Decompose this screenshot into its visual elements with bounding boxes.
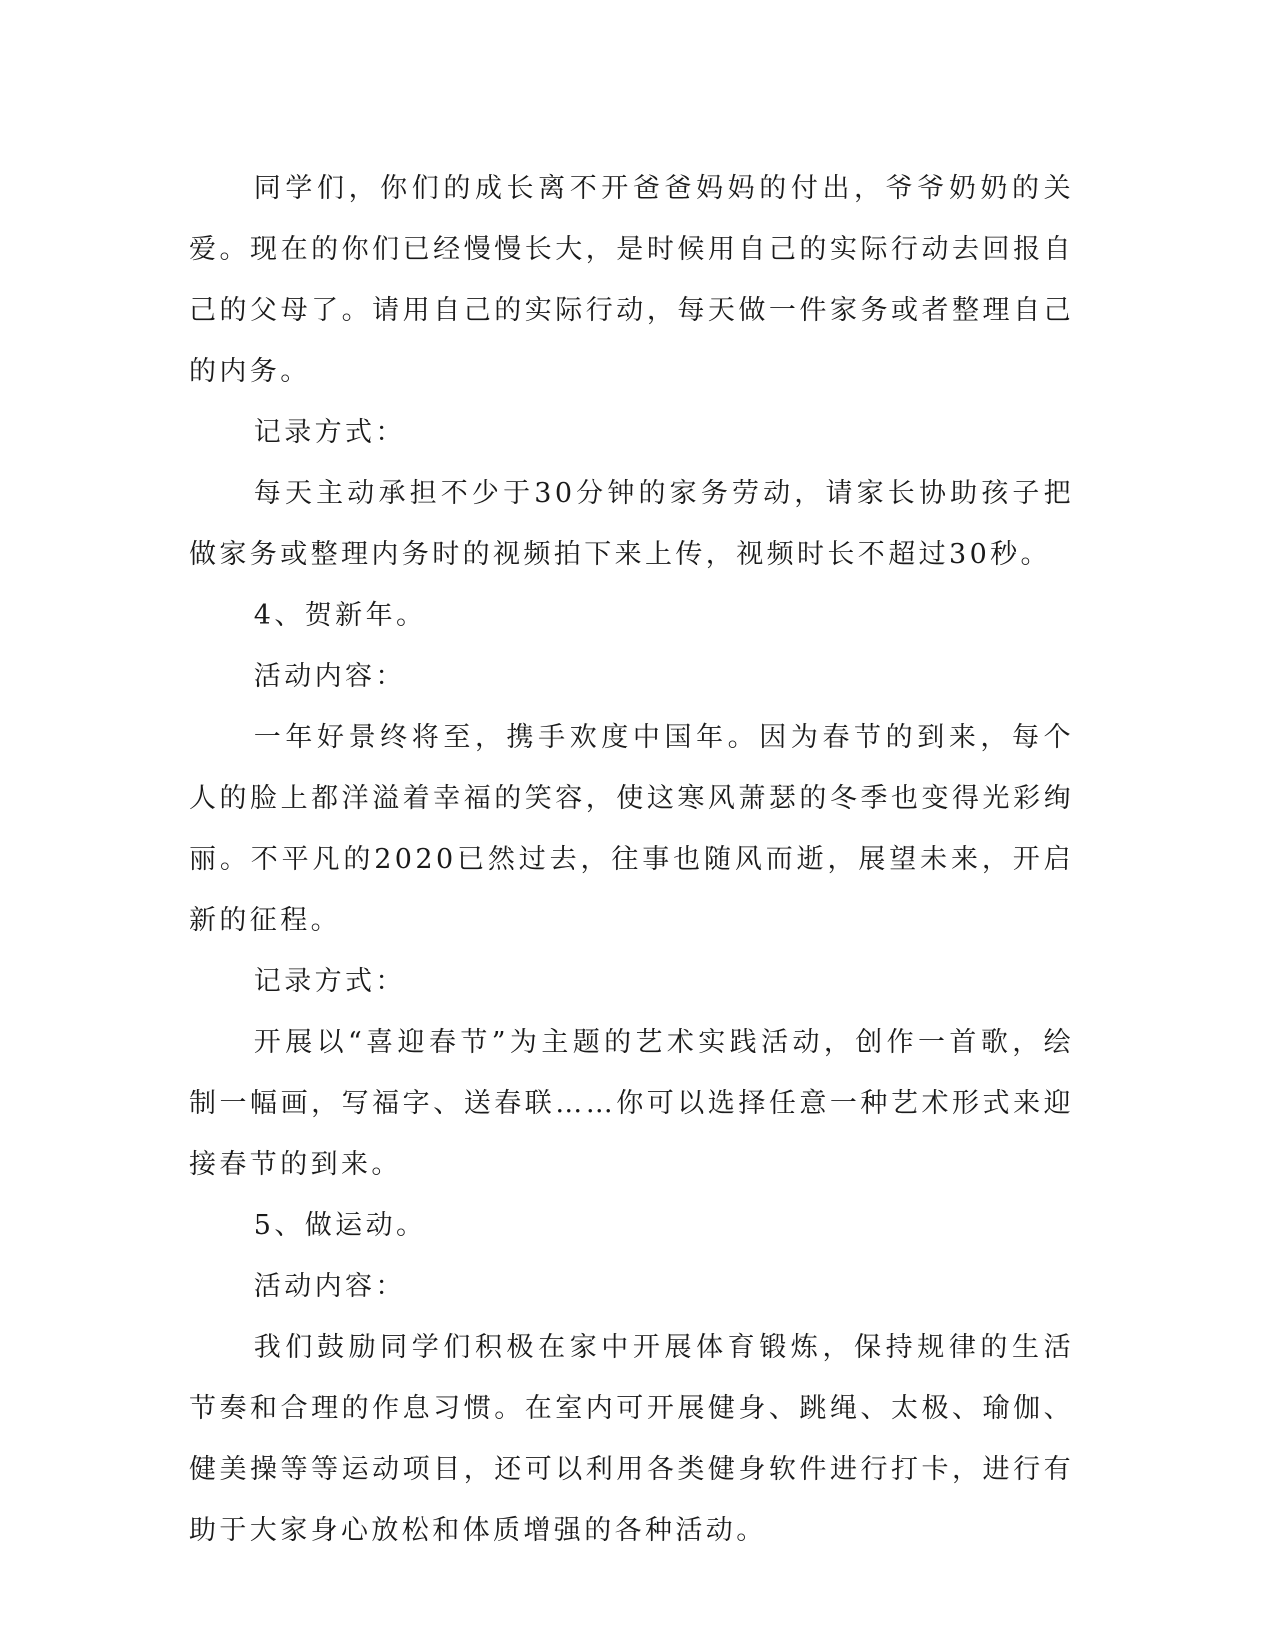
paragraph-activity-content-heading: 活动内容： bbox=[253, 1271, 406, 1302]
document-body bbox=[189, 158, 1074, 1561]
paragraph-activity-content-heading: 活动内容： bbox=[253, 661, 406, 692]
paragraph-new-year-record-method: 开展以“喜迎春节”为主题的艺术实践活动，创作一首歌，绘制一幅画，写福字、送春联……你可以选择任意一种艺术形式来迎接春节的到来。 bbox=[189, 1027, 1074, 1180]
paragraph-record-method-heading: 记录方式： bbox=[253, 417, 406, 448]
paragraph-record-method-heading: 记录方式： bbox=[253, 966, 406, 997]
paragraph-exercise-content: 我们鼓励同学们积极在家中开展体育锻炼，保持规律的生活节奏和合理的作息习惯。在室内可开展健身、跳绳、太极、瑜伽、健美操等等运动项目，还可以利用各类健身软件进行打卡，进行有助于大家身心放松和体质增强的各种活动。 bbox=[189, 1332, 1074, 1546]
paragraph-new-year-content: 一年好景终将至，携手欢度中国年。因为春节的到来，每个人的脸上都洋溢着幸福的笑容，使这寒风萧瑟的冬季也变得光彩绚丽。不平凡的2020已然过去，往事也随风而逝，展望未来，开启新的征程。 bbox=[189, 722, 1074, 936]
section-heading-exercise: 5、做运动。 bbox=[253, 1210, 427, 1241]
section-heading-new-year: 4、贺新年。 bbox=[253, 600, 427, 631]
paragraph-gratitude-chores-intro: 同学们，你们的成长离不开爸爸妈妈的付出，爷爷奶奶的关爱。现在的你们已经慢慢长大，是时候用自己的实际行动去回报自己的父母了。请用自己的实际行动，每天做一件家务或者整理自己的内务。 bbox=[189, 173, 1074, 387]
paragraph-chores-record-method: 每天主动承担不少于30分钟的家务劳动，请家长协助孩子把做家务或整理内务时的视频拍下来上传，视频时长不超过30秒。 bbox=[189, 478, 1074, 570]
